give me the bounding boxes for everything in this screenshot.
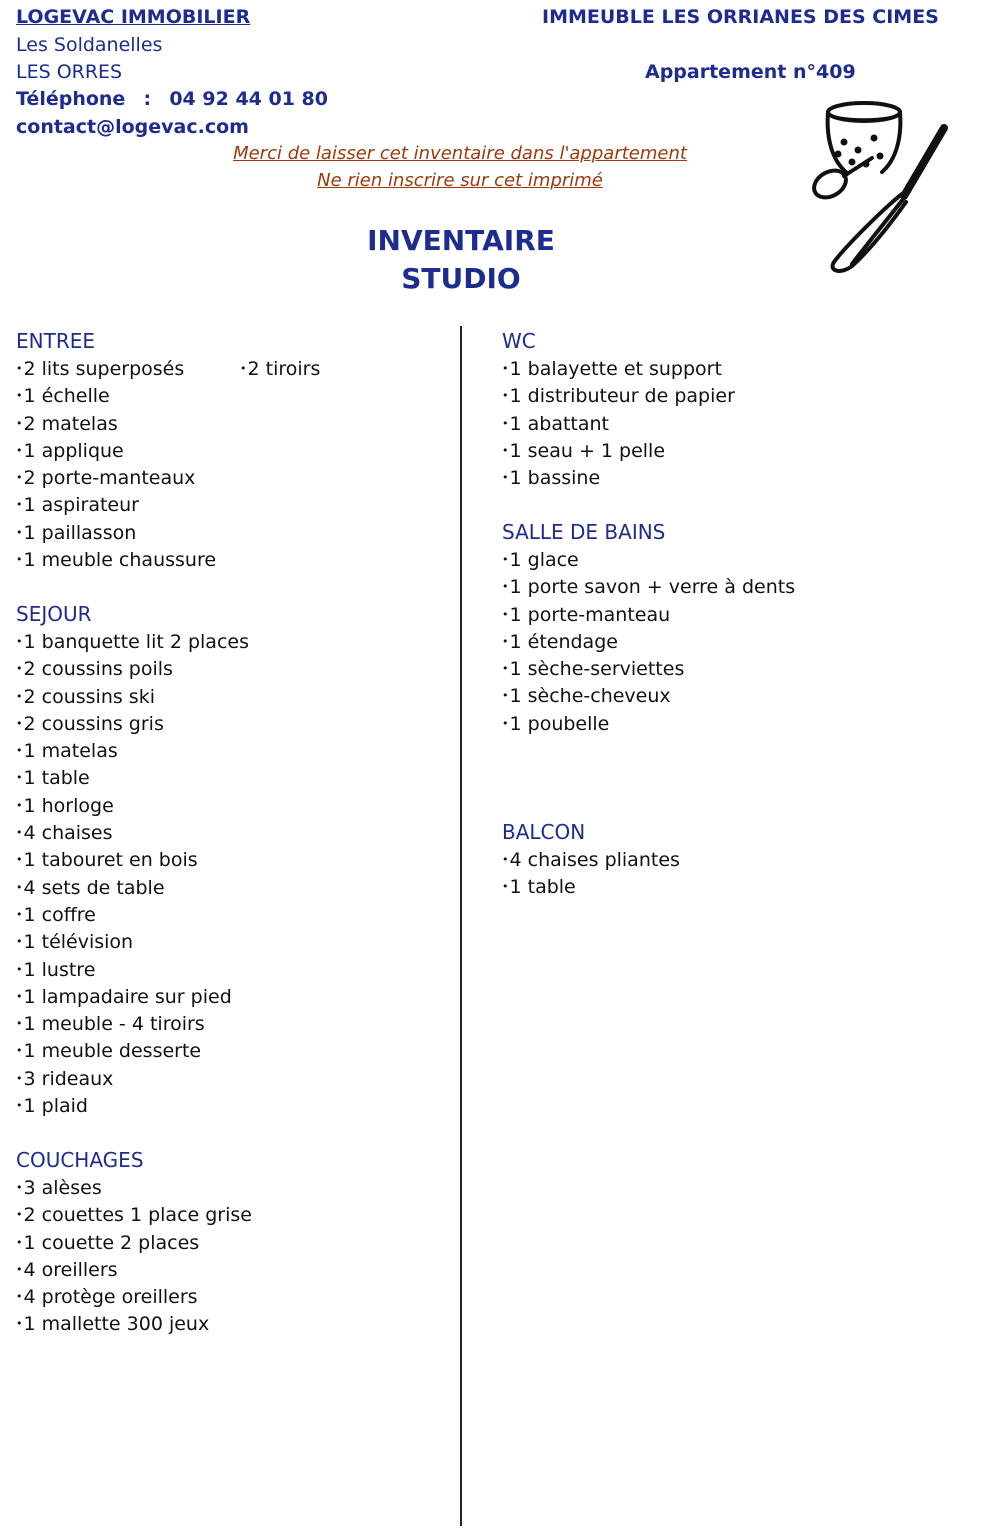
- apartment-number: Appartement n°409: [645, 61, 856, 83]
- inventory-item-text: 1 sèche-cheveux: [509, 685, 671, 708]
- bullet-icon: •: [502, 607, 509, 621]
- inventory-item: [16, 1065, 249, 1092]
- bullet-icon: •: [16, 553, 23, 567]
- bullet-icon: •: [16, 416, 23, 430]
- bullet-icon: •: [502, 689, 509, 703]
- section-wc: [502, 328, 735, 491]
- bullet-icon: •: [16, 826, 23, 840]
- kitchen-bowl-whisk-spoon-icon: [806, 98, 956, 280]
- inventory-item: [16, 710, 249, 737]
- inventory-item: [502, 601, 795, 628]
- inventory-item: [16, 764, 249, 791]
- inventory-item: [16, 1229, 252, 1256]
- inventory-item-text: 1 mallette 300 jeux: [23, 1313, 210, 1336]
- section-sejour: [16, 601, 249, 1119]
- inventory-item: [502, 355, 735, 382]
- inventory-item-text: 1 meuble chaussure: [23, 549, 217, 572]
- section-title: SALLE DE BAINS: [502, 520, 666, 544]
- inventory-item-text: 1 lampadaire sur pied: [23, 985, 232, 1008]
- inventory-item: [16, 655, 249, 682]
- inventory-item-text: 1 couette 2 places: [23, 1231, 200, 1254]
- inventory-item-text: 1 horloge: [23, 794, 114, 817]
- inventory-item: [502, 546, 795, 573]
- inventory-item: [16, 382, 216, 409]
- section-balcon: [502, 819, 680, 901]
- inventory-item-text: 4 chaises: [23, 822, 113, 845]
- notice-line-2: Ne rien inscrire sur cet imprimé: [317, 170, 603, 191]
- inventory-item: [502, 573, 795, 600]
- section-salle-de-bains: [502, 519, 795, 737]
- inventory-item: [16, 1037, 249, 1064]
- bullet-icon: •: [16, 798, 23, 812]
- bullet-icon: •: [16, 1317, 23, 1331]
- bullet-icon: •: [16, 907, 23, 921]
- inventory-item: [16, 874, 249, 901]
- bullet-icon: •: [502, 416, 509, 430]
- inventory-item: [16, 628, 249, 655]
- inventory-item-text: 1 applique: [23, 439, 124, 462]
- inventory-item: [502, 873, 680, 900]
- bullet-icon: •: [16, 880, 23, 894]
- bullet-icon: •: [16, 716, 23, 730]
- bullet-icon: •: [16, 1262, 23, 1276]
- inventory-item-text: 1 plaid: [23, 1095, 88, 1118]
- phone-number: 04 92 44 01 80: [169, 88, 328, 110]
- bullet-icon: •: [16, 962, 23, 976]
- bullet-icon: •: [16, 1071, 23, 1085]
- inventory-item-text: 1 télévision: [23, 931, 134, 954]
- entree-side-item: [240, 355, 320, 382]
- inventory-item: [502, 464, 735, 491]
- inventory-item-text: 1 poubelle: [509, 712, 610, 735]
- inventory-item-text: 1 table: [509, 876, 576, 899]
- bullet-icon: •: [16, 1017, 23, 1031]
- inventory-item-text: 1 balayette et support: [509, 358, 722, 380]
- bullet-icon: •: [16, 443, 23, 457]
- bullet-icon: •: [16, 498, 23, 512]
- inventory-item: [502, 655, 795, 682]
- inventory-item: [16, 901, 249, 928]
- inventory-item: [16, 491, 216, 518]
- title-line-2: STUDIO: [401, 262, 521, 295]
- inventory-item: [502, 628, 795, 655]
- inventory-item: [16, 1283, 252, 1310]
- inventory-item-text: 2 coussins ski: [23, 685, 155, 708]
- bullet-icon: •: [16, 1235, 23, 1249]
- bullet-icon: •: [16, 1290, 23, 1304]
- bullet-icon: •: [502, 471, 509, 485]
- phone-separator: :: [143, 88, 152, 110]
- company-name: LOGEVAC IMMOBILIER: [16, 6, 251, 28]
- bullet-icon: •: [16, 635, 23, 648]
- address-line-2: LES ORRES: [16, 61, 123, 83]
- bullet-icon: •: [16, 989, 23, 1003]
- bullet-icon: •: [16, 935, 23, 949]
- inventory-item-text: 2 porte-manteaux: [23, 467, 196, 490]
- inventory-item-text: 4 protège oreillers: [23, 1286, 198, 1309]
- inventory-item-text: 1 distributeur de papier: [509, 385, 735, 408]
- inventory-item: [16, 437, 216, 464]
- bullet-icon: •: [240, 362, 247, 375]
- bullet-icon: •: [16, 525, 23, 539]
- address-line-1: Les Soldanelles: [16, 34, 163, 56]
- notice-line-1: Merci de laisser cet inventaire dans l'appartement: [233, 143, 687, 164]
- inventory-item-text: 1 lustre: [23, 958, 96, 981]
- phone-line: [16, 88, 328, 110]
- bullet-icon: •: [16, 389, 23, 403]
- inventory-item: [16, 1201, 252, 1228]
- inventory-item-text: 2 couettes 1 place grise: [23, 1204, 252, 1227]
- entree-side-item-text: 2 tiroirs: [247, 358, 321, 380]
- inventory-item: [16, 464, 216, 491]
- inventory-item: [502, 846, 680, 873]
- inventory-item-text: 2 coussins poils: [23, 658, 173, 681]
- inventory-item: [16, 1010, 249, 1037]
- inventory-item: [502, 382, 735, 409]
- bullet-icon: •: [502, 362, 509, 375]
- bullet-icon: •: [502, 662, 509, 676]
- bullet-icon: •: [16, 771, 23, 785]
- phone-label: Téléphone: [16, 88, 126, 110]
- section-title: COUCHAGES: [16, 1148, 144, 1172]
- bullet-icon: •: [502, 389, 509, 403]
- section-title: ENTREE: [16, 329, 95, 353]
- inventory-item: [16, 928, 249, 955]
- bullet-icon: •: [502, 580, 509, 594]
- inventory-item: [16, 983, 249, 1010]
- inventory-item-text: 1 porte-manteau: [509, 603, 671, 626]
- inventory-item-text: 1 étendage: [509, 630, 618, 653]
- inventory-item-text: 1 meuble desserte: [23, 1040, 202, 1063]
- inventory-item: [502, 410, 735, 437]
- inventory-item-text: 1 coffre: [23, 903, 96, 926]
- bullet-icon: •: [502, 880, 509, 894]
- bullet-icon: •: [16, 853, 23, 867]
- inventory-item: [16, 683, 249, 710]
- inventory-item: [502, 710, 795, 737]
- bullet-icon: •: [502, 443, 509, 457]
- inventory-item: [16, 956, 249, 983]
- bullet-icon: •: [502, 853, 509, 866]
- email-address: contact@logevac.com: [16, 116, 249, 138]
- inventory-item-text: 2 coussins gris: [23, 712, 164, 735]
- bullet-icon: •: [502, 553, 509, 566]
- bullet-icon: •: [16, 1208, 23, 1222]
- inventory-item: [16, 546, 216, 573]
- bullet-icon: •: [16, 362, 23, 375]
- section-title: BALCON: [502, 820, 586, 844]
- bullet-icon: •: [502, 716, 509, 730]
- bullet-icon: •: [16, 689, 23, 703]
- section-title: WC: [502, 329, 536, 353]
- inventory-item: [16, 1310, 252, 1337]
- building-name: IMMEUBLE LES ORRIANES DES CIMES: [542, 6, 939, 28]
- bullet-icon: •: [16, 1044, 23, 1058]
- bullet-icon: •: [16, 744, 23, 758]
- bullet-icon: •: [16, 662, 23, 676]
- inventory-item-text: 1 meuble - 4 tiroirs: [23, 1013, 205, 1036]
- inventory-item: [16, 792, 249, 819]
- inventory-item: [16, 1174, 252, 1201]
- inventory-item-text: 1 abattant: [509, 412, 610, 435]
- inventory-item: [16, 1092, 249, 1119]
- bullet-icon: •: [16, 1181, 23, 1194]
- bullet-icon: •: [16, 1099, 23, 1113]
- bullet-icon: •: [16, 471, 23, 485]
- inventory-item-text: 1 table: [23, 767, 90, 790]
- inventory-item-text: 1 glace: [509, 549, 579, 571]
- inventory-item-text: 1 porte savon + verre à dents: [509, 576, 796, 599]
- inventory-item: [16, 846, 249, 873]
- inventory-item-text: 1 paillasson: [23, 521, 137, 544]
- inventory-item-text: 1 banquette lit 2 places: [23, 631, 249, 653]
- inventory-item-text: 1 aspirateur: [23, 494, 139, 517]
- section-entree: [16, 328, 216, 573]
- inventory-item-text: 4 sets de table: [23, 876, 165, 899]
- inventory-item-text: 2 matelas: [23, 412, 118, 435]
- inventory-item-text: 1 sèche-serviettes: [509, 658, 685, 681]
- inventory-item: [16, 737, 249, 764]
- inventory-item: [16, 1256, 252, 1283]
- inventory-item: [502, 682, 795, 709]
- inventory-item-text: 3 rideaux: [23, 1067, 114, 1090]
- inventory-item-text: 4 chaises pliantes: [509, 849, 680, 871]
- inventory-item: [16, 410, 216, 437]
- inventory-item: [16, 819, 249, 846]
- section-title: SEJOUR: [16, 602, 92, 626]
- inventory-item-text: 1 tabouret en bois: [23, 849, 198, 872]
- section-couchages: [16, 1147, 252, 1338]
- inventory-item-text: 1 matelas: [23, 740, 118, 763]
- title-line-1: INVENTAIRE: [367, 224, 555, 257]
- column-divider: [460, 326, 462, 1526]
- inventory-item-text: 1 bassine: [509, 467, 601, 490]
- inventory-item-text: 4 oreillers: [23, 1258, 118, 1281]
- inventory-item-text: 3 alèses: [23, 1177, 102, 1199]
- inventory-item: [16, 519, 216, 546]
- inventory-item: [16, 355, 216, 382]
- inventory-item-text: 1 seau + 1 pelle: [509, 439, 666, 462]
- inventory-item: [502, 437, 735, 464]
- inventory-item-text: 2 lits superposés: [23, 358, 185, 380]
- bullet-icon: •: [502, 634, 509, 648]
- inventory-item-text: 1 échelle: [23, 385, 110, 408]
